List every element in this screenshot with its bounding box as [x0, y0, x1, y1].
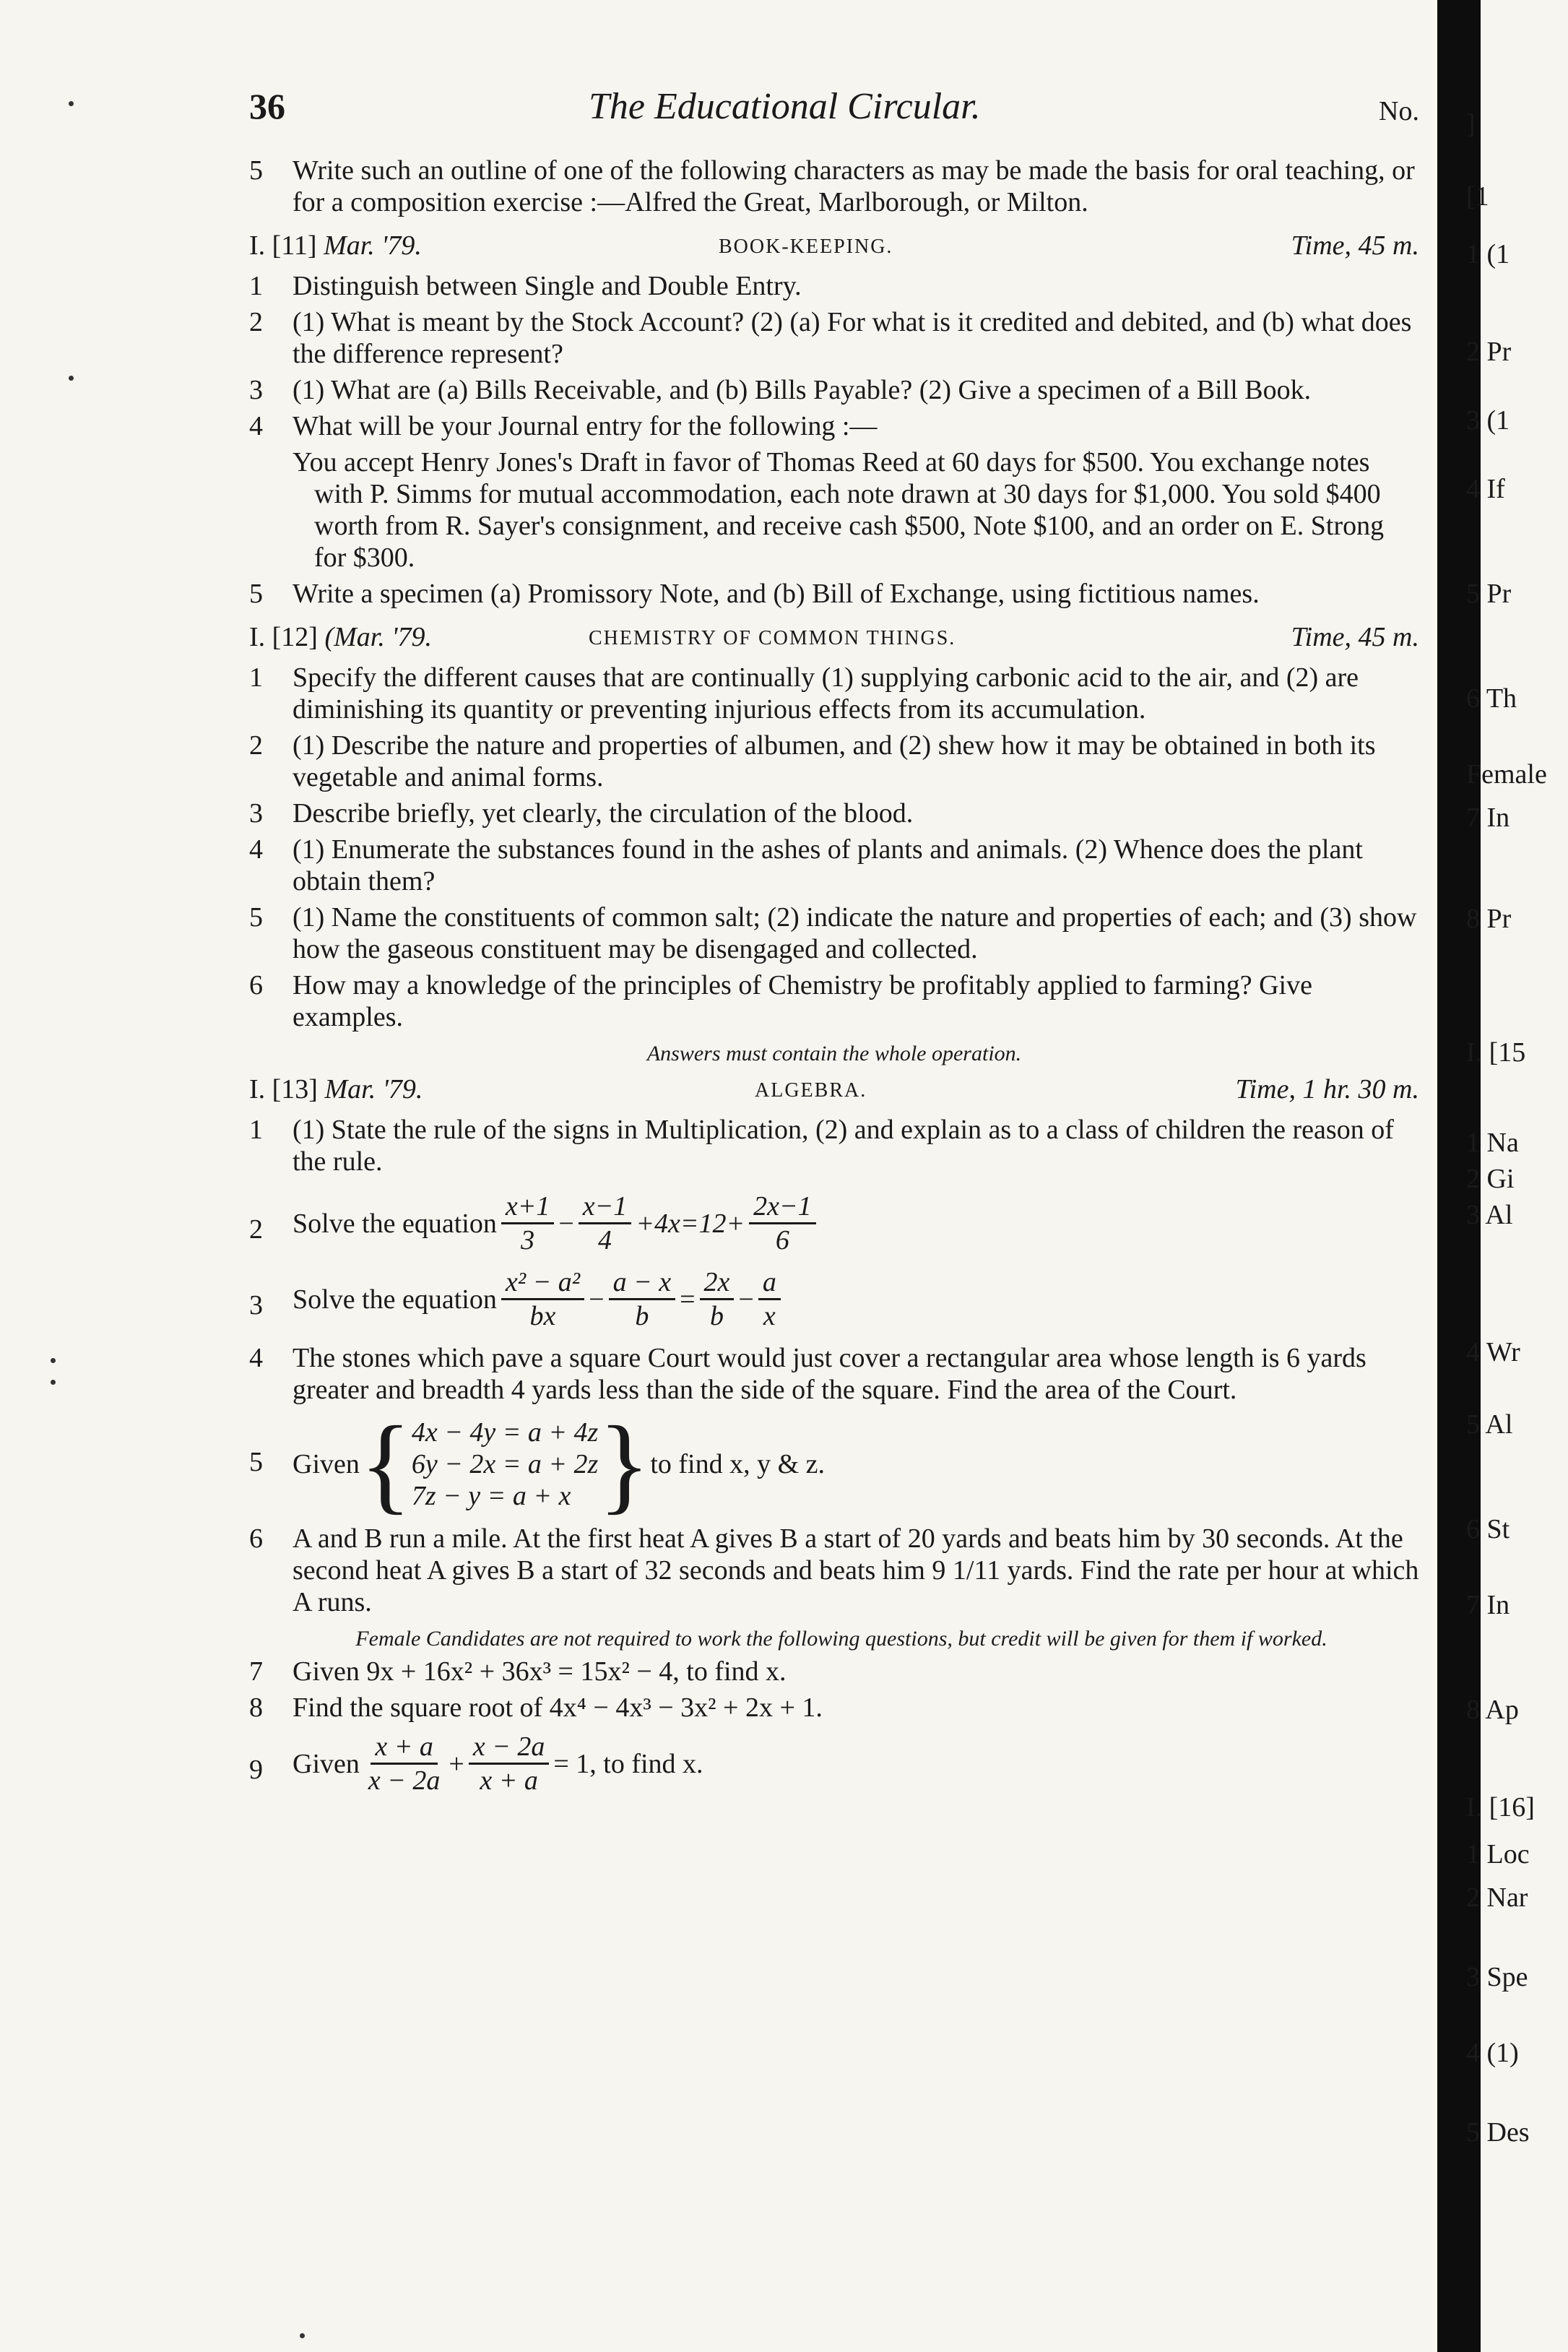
adjacent-fragment: 4 If [1466, 474, 1505, 504]
section-header-chemistry: I. [12] (Mar. '79. CHEMISTRY OF COMMON THINGS. Time, 45 m. [249, 622, 1419, 652]
journal-title: The Educational Circular. [589, 86, 981, 127]
adjacent-fragment: 5 Des [1466, 2117, 1530, 2148]
question-system: 5 Given { 4x − 4y = a + 4z 6y − 2x = a + 2z 7z − y = a + x } to find x, y & z. [249, 1404, 826, 1524]
question: 5 Write a specimen (a) Promissory Note, and (b) Bill of Exchange, using fictitious names. [249, 579, 1260, 609]
margin-dot [51, 1380, 56, 1385]
margin-dot [69, 101, 74, 106]
adjacent-fragment: 5 Pr [1466, 579, 1512, 609]
margin-dot [51, 1358, 56, 1363]
right-brace-icon: } [598, 1404, 651, 1524]
adjacent-fragment: 1 Na [1466, 1128, 1519, 1158]
question: 2 (1) What is meant by the Stock Account? (2) (a) For what is it credited and debited, and (b) what does the difference represent? [249, 307, 1412, 369]
main-column [249, 85, 1419, 1797]
section-time: Time, 45 m. [1291, 622, 1419, 652]
adjacent-fragment: 3 (1 [1466, 405, 1510, 436]
question-equation: 9 Given $\frac{x + a}{x - 2a}$ + $\frac{x - 2a}{x + a}$ = 1, to find x. [249, 1731, 703, 1796]
question: 1 (1) State the rule of the signs in Multiplication, (2) and explain as to a class of children the reason of the rule. [249, 1115, 1394, 1177]
question: 2 (1) Describe the nature and properties of albumen, and (2) shew how it may be obtained in both its vegetable and animal forms. [249, 730, 1376, 792]
adjacent-fragment: 3 Al [1466, 1200, 1513, 1230]
section-time: Time, 45 m. [1291, 230, 1419, 261]
adjacent-fragment: 6 Th [1466, 683, 1517, 714]
question: 6 A and B run a mile. At the first heat A gives B a start of 20 yards and beats him by 30 seconds. At the second heat A gives B a start of 32 seconds and beats him 9 1/11 yards. Find the rate per hour at which A runs. [249, 1523, 1419, 1617]
adjacent-fragment: 7 In [1466, 803, 1510, 833]
page-header [249, 85, 1419, 150]
question: 4 The stones which pave a square Court would just cover a rectangular area whose length is 6 yards greater and breadth 4 yards less than the side of the square. Find the area of the Court. [249, 1343, 1366, 1405]
question-detail: You accept Henry Jones's Draft in favor of Thomas Reed at 60 days for $500. You exchange notes with P. Simms for mutual accommodation, each note drawn at 30 days for $1,000. You sold $400 worth from R. Sayer's consignment, and receive cash $500, Note $100, and an order on E. Strong for $300. [293, 447, 1385, 573]
adjacent-fragment: Female [1466, 759, 1547, 790]
section-header-algebra: I. [13] Mar. '79. ALGEBRA. Time, 1 hr. 30 m. [249, 1074, 1419, 1104]
operation-note: Answers must contain the whole operation. [646, 1042, 1022, 1065]
question: 1 Specify the different causes that are continually (1) supplying carbonic acid to the air, and (2) are diminishing its quantity or preventing injurious effects from its accumulation. [249, 662, 1359, 725]
left-brace-icon: { [359, 1404, 412, 1524]
female-candidates-note: Female Candidates are not required to work the following questions, but credit will be given for them if worked. [355, 1627, 1327, 1651]
section-title: CHEMISTRY OF COMMON THINGS. [589, 627, 956, 649]
question: 1 Distinguish between Single and Double Entry. [249, 271, 802, 301]
adjacent-fragment: 2 Gi [1466, 1164, 1515, 1194]
adjacent-fragment: [1 [1466, 181, 1489, 212]
adjacent-fragment: 7 In [1466, 1590, 1510, 1620]
adjacent-fragment: 1 Loc [1466, 1839, 1530, 1869]
question: 8 Find the square root of 4x⁴ − 4x³ − 3x² + 2x + 1. [249, 1692, 823, 1723]
question: 6 How may a knowledge of the principles of Chemistry be profitably applied to farming? Give examples. [249, 970, 1312, 1032]
adjacent-fragment: I. [15 [1466, 1037, 1526, 1068]
adjacent-fragment: 2 Nar [1466, 1882, 1528, 1913]
adjacent-fragment: 4 (1) [1466, 2038, 1519, 2068]
adjacent-fragment: 3 Spe [1466, 1962, 1528, 1992]
question: 3 Describe briefly, yet clearly, the circulation of the blood. [249, 798, 914, 829]
question: 7 Given 9x + 16x² + 36x³ = 15x² − 4, to find x. [249, 1656, 787, 1687]
page-number: 36 [249, 86, 285, 126]
adjacent-fragment: 8 Pr [1466, 904, 1512, 934]
adjacent-fragment: 6 St [1466, 1514, 1510, 1544]
adjacent-fragment: ] [1466, 109, 1476, 139]
question: 3 (1) What are (a) Bills Receivable, and (b) Bills Payable? (2) Give a specimen of a Bill Book. [249, 375, 1312, 405]
section-time: Time, 1 hr. 30 m. [1235, 1074, 1419, 1104]
question: 4 What will be your Journal entry for the following :— [249, 411, 878, 441]
question-equation: 2 Solve the equation $\frac{x+1}{3}$ − $\frac{x-1}{4}$ +4x=12+ $\frac{2x-1}{6}$ [249, 1190, 1419, 1256]
adjacent-fragment: 1 (1 [1466, 239, 1510, 269]
question-equation: 3 Solve the equation $\frac{\text{x² − a²}}{bx}$ − $\frac{a - x}{b}$ = $\frac{2x}{b}$ − $\frac{a}{x}$ [249, 1266, 1419, 1332]
adjacent-fragment: 4 Wr [1466, 1337, 1520, 1367]
adjacent-fragment: 8 Ap [1466, 1695, 1519, 1725]
adjacent-fragment: 2 Pr [1466, 337, 1512, 367]
question: 4 (1) Enumerate the substances found in the ashes of plants and animals. (2) Whence does the plant obtain them? [249, 834, 1363, 896]
section-header-bookkeeping: I. [11] Mar. '79. BOOK-KEEPING. Time, 45 m. [249, 230, 1419, 261]
issue-number: No. [1379, 96, 1419, 126]
section-title: BOOK-KEEPING. [719, 235, 893, 258]
adjacent-fragment: I. [16] [1466, 1792, 1535, 1823]
margin-dot [300, 2333, 305, 2338]
adjacent-fragment: 5 Al [1466, 1409, 1513, 1440]
margin-dot [69, 376, 74, 381]
question: 5 Write such an outline of one of the following characters as may be made the basis for oral teaching, or for a composition exercise :—Alfred the Great, Marlborough, or Milton. [249, 155, 1415, 217]
question: 5 (1) Name the constituents of common salt; (2) indicate the nature and properties of each; and (3) show how the gaseous constituent may be disengaged and collected. [249, 902, 1417, 964]
section-title: ALGEBRA. [755, 1079, 867, 1102]
